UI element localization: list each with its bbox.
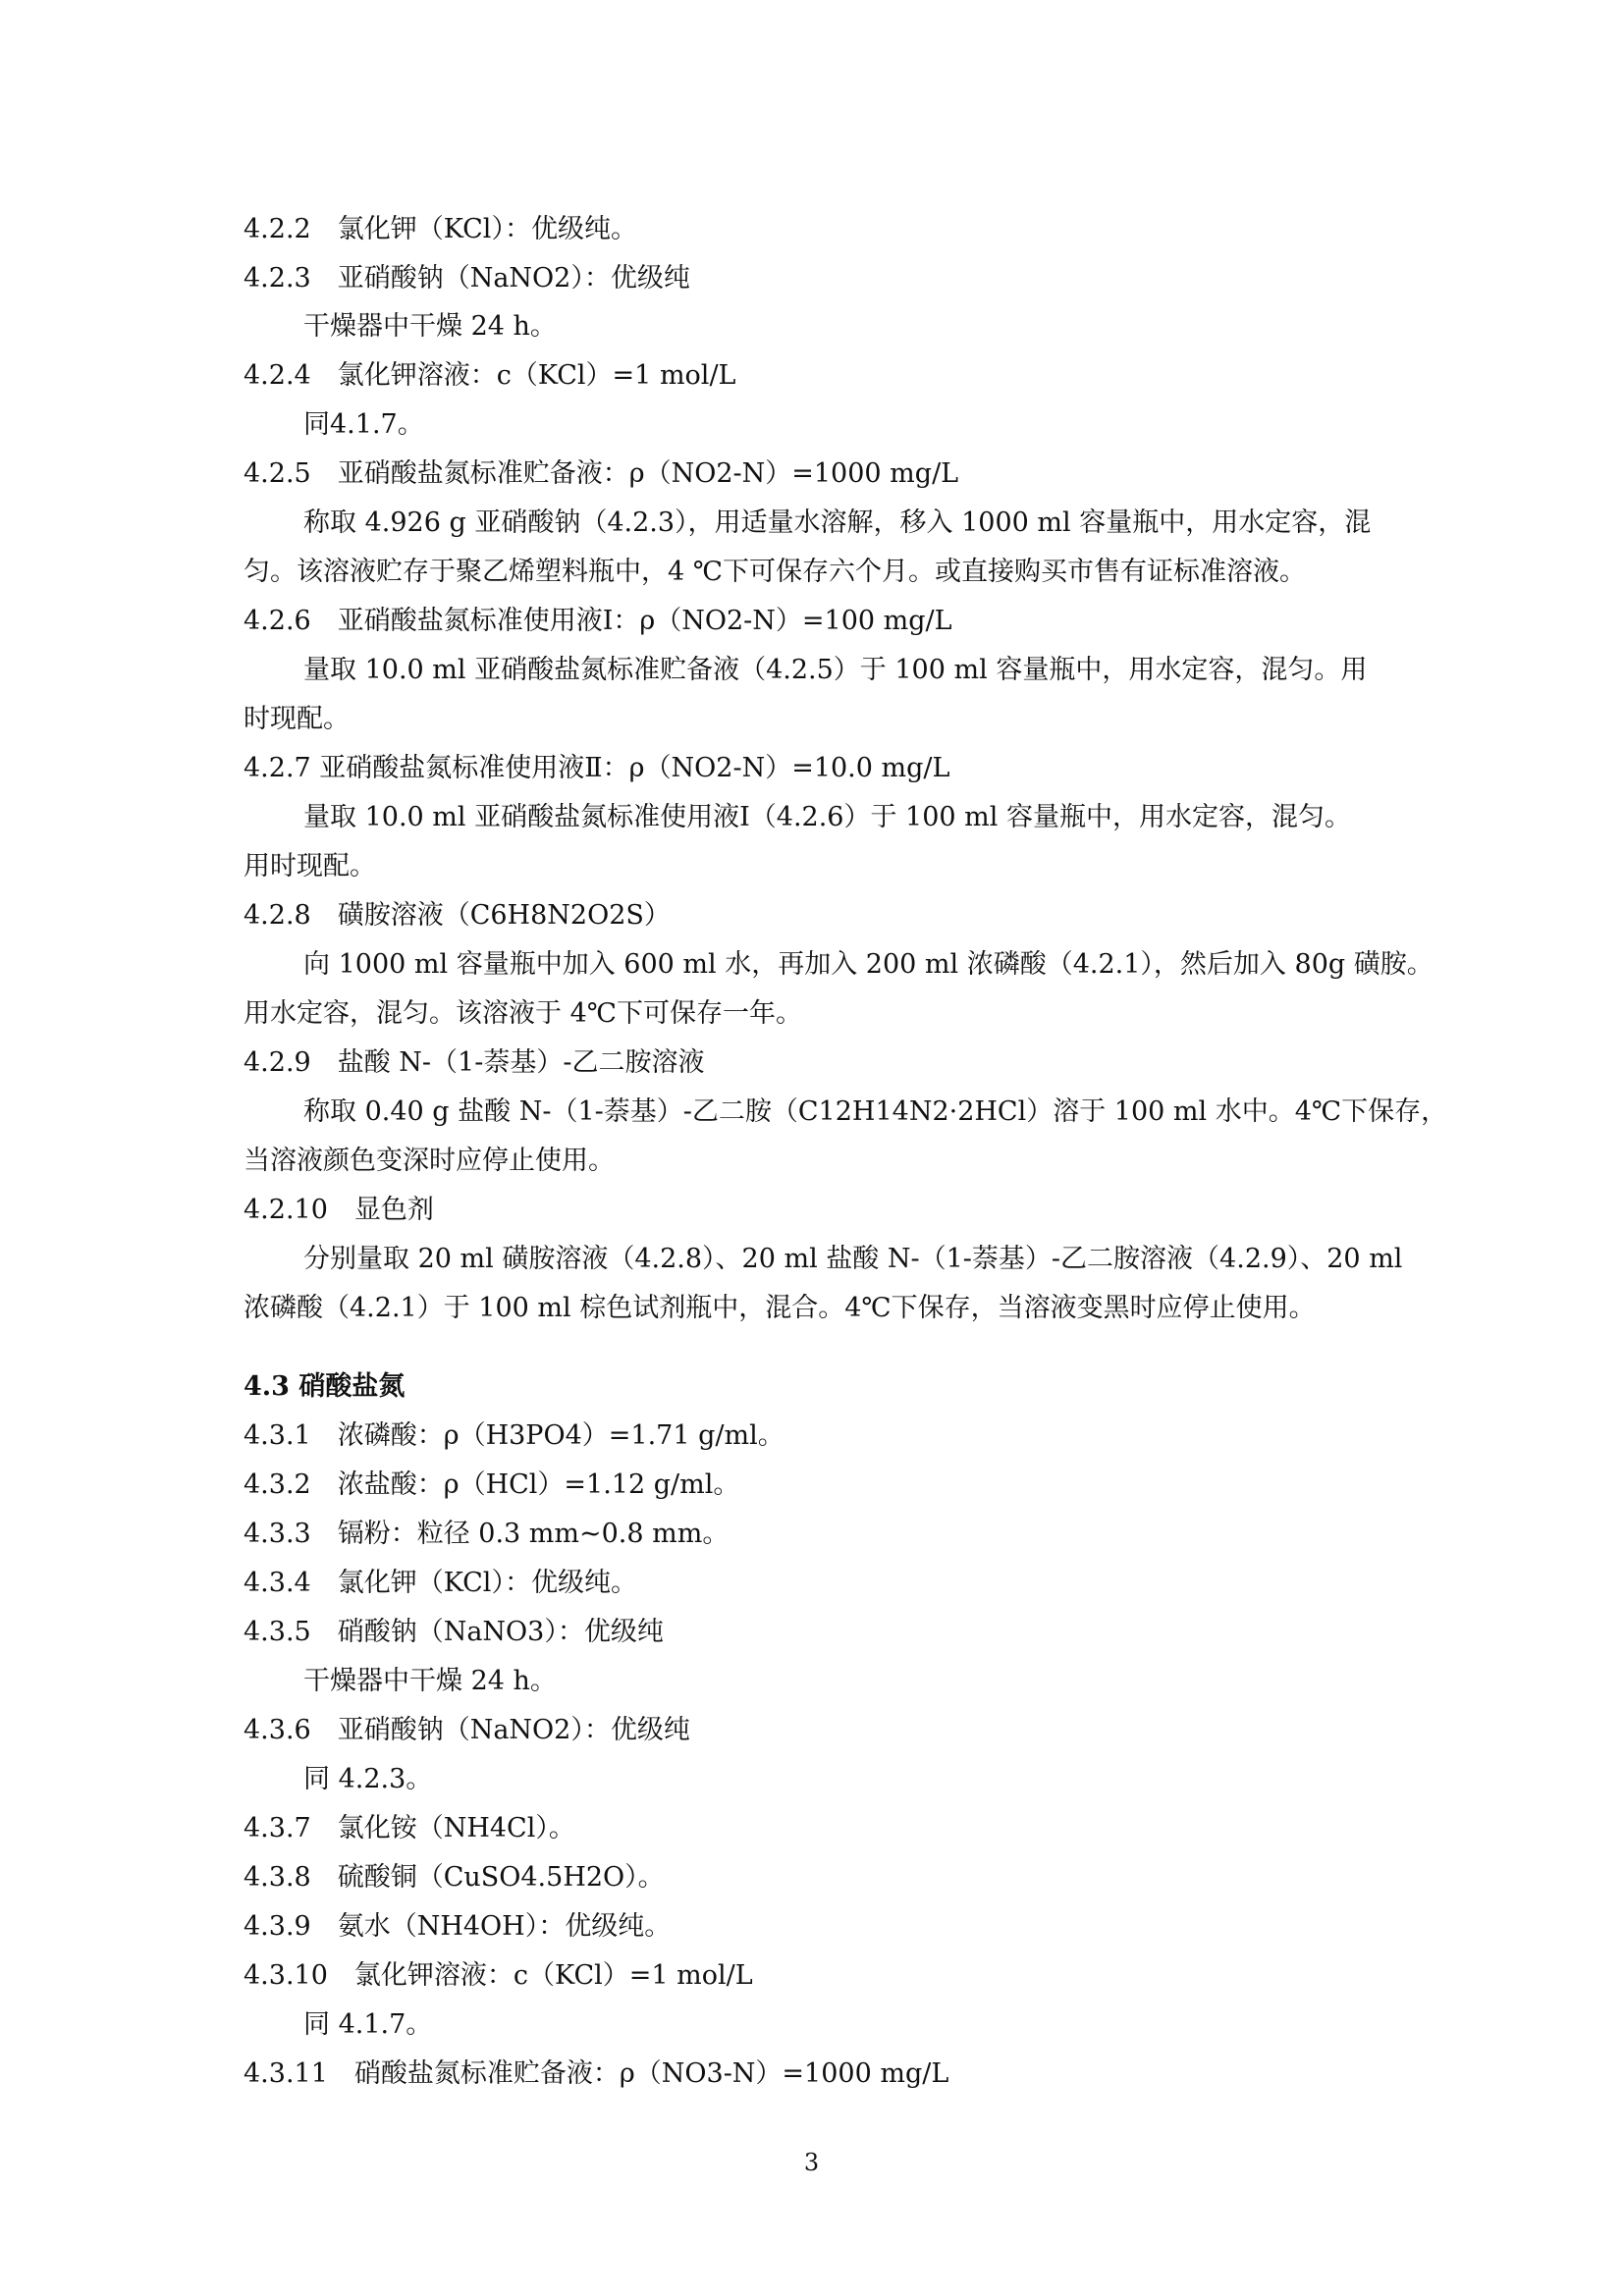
text-line: 匀。该溶液贮存于聚乙烯塑料瓶中，4 ℃下可保存六个月。或直接购买市售有证标准溶液。: [243, 557, 1306, 587]
text-line: 4.2.2 氯化钾（KCl）：优级纯。: [243, 214, 637, 244]
text-line: 分别量取 20 ml 磺胺溶液（4.2.8）、20 ml 盐酸 N-（1-萘基）-乙二胺溶液（4.2.9）、20 ml: [303, 1244, 1403, 1274]
text-line: 4.3.4 氯化钾（KCl）：优级纯。: [243, 1568, 637, 1598]
text-line: 称取 4.926 g 亚硝酸钠（4.2.3），用适量水溶解，移入 1000 ml 容量瓶中，用水定容，混: [303, 507, 1372, 538]
text-line: 用水定容，混匀。该溶液于 4℃下可保存一年。: [243, 998, 802, 1029]
text-line: 4.2.3 亚硝酸钠（NaNO2）：优级纯: [243, 263, 690, 294]
text-line: 4.2.6 亚硝酸盐氮标准使用液Ⅰ：ρ（NO2-N）=100 mg/L: [243, 606, 952, 636]
text-line: 4.3.7 氯化铵（NH4Cl）。: [243, 1813, 575, 1843]
section-heading: 4.3 硝酸盐氮: [243, 1371, 406, 1402]
text-line: 4.2.7 亚硝酸盐氮标准使用液Ⅱ：ρ（NO2-N）=10.0 mg/L: [243, 753, 950, 783]
text-line: 4.2.9 盐酸 N-（1-萘基）-乙二胺溶液: [243, 1047, 705, 1078]
text-line: 干燥器中干燥 24 h。: [303, 1666, 557, 1696]
text-line: 4.3.5 硝酸钠（NaNO3）：优级纯: [243, 1617, 664, 1647]
text-line: 同 4.2.3。: [303, 1764, 433, 1794]
text-line: 4.3.10 氯化钾溶液：c（KCl）=1 mol/L: [243, 1960, 753, 1991]
text-line: 4.3.9 氨水（NH4OH）：优级纯。: [243, 1911, 672, 1942]
text-line: 4.3.8 硫酸铜（CuSO4.5H2O）。: [243, 1862, 665, 1893]
text-line: 当溶液颜色变深时应停止使用。: [243, 1146, 615, 1176]
text-line: 4.3.11 硝酸盐氮标准贮备液：ρ（NO3-N）=1000 mg/L: [243, 2058, 949, 2089]
text-line: 浓磷酸（4.2.1）于 100 ml 棕色试剂瓶中，混合。4℃下保存，当溶液变黑时应停止使用。: [243, 1293, 1316, 1323]
text-line: 同 4.1.7。: [303, 2009, 433, 2040]
text-line: 称取 0.40 g 盐酸 N-（1-萘基）-乙二胺（C12H14N2·2HCl）溶于 100 ml 水中。4℃下保存，: [303, 1096, 1448, 1127]
text-line: 用时现配。: [243, 851, 376, 881]
text-line: 4.3.3 镉粉：粒径 0.3 mm~0.8 mm。: [243, 1519, 730, 1549]
text-line: 4.2.8 磺胺溶液（C6H8N2O2S）: [243, 900, 671, 931]
text-line: 4.3.6 亚硝酸钠（NaNO2）：优级纯: [243, 1715, 690, 1745]
page-number: 3: [803, 2149, 820, 2176]
text-line: 4.2.10 显色剂: [243, 1195, 434, 1225]
text-line: 4.2.5 亚硝酸盐氮标准贮备液：ρ（NO2-N）=1000 mg/L: [243, 458, 959, 489]
text-line: 量取 10.0 ml 亚硝酸盐氮标准使用液Ⅰ（4.2.6）于 100 ml 容量瓶中，用水定容，混匀。: [303, 802, 1351, 832]
text-line: 4.3.2 浓盐酸：ρ（HCl）=1.12 g/ml。: [243, 1469, 740, 1500]
text-line: 干燥器中干燥 24 h。: [303, 311, 557, 342]
text-line: 同4.1.7。: [303, 409, 424, 440]
text-line: 量取 10.0 ml 亚硝酸盐氮标准贮备液（4.2.5）于 100 ml 容量瓶中，用水定容，混匀。用: [303, 655, 1368, 685]
text-line: 4.2.4 氯化钾溶液：c（KCl）=1 mol/L: [243, 360, 736, 391]
text-line: 向 1000 ml 容量瓶中加入 600 ml 水，再加入 200 ml 浓磷酸（4.2.1），然后加入 80g 磺胺。: [303, 949, 1434, 980]
text-line: 4.3.1 浓磷酸：ρ（H3PO4）=1.71 g/ml。: [243, 1420, 784, 1451]
text-line: 时现配。: [243, 704, 350, 734]
